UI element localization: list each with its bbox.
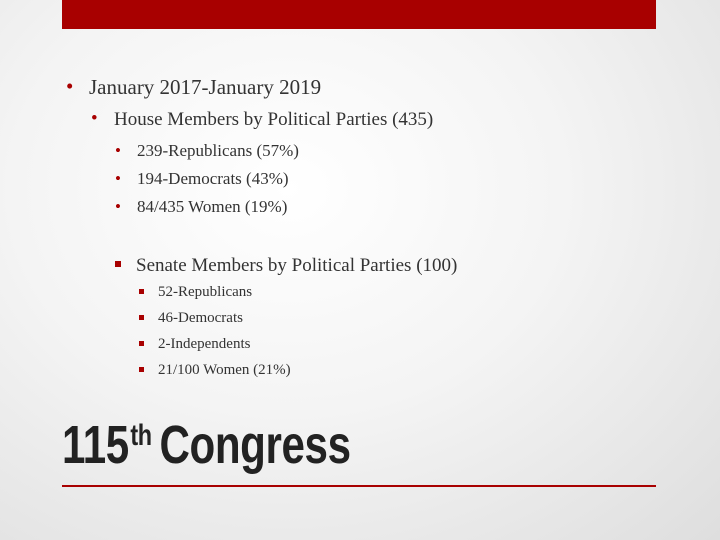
- senate-item-text: 2-Independents: [158, 336, 251, 352]
- bullet-dot-icon: •: [115, 141, 121, 160]
- square-bullet-icon: [139, 289, 144, 294]
- square-bullet-icon: [139, 315, 144, 320]
- senate-item-text: 46-Democrats: [158, 310, 243, 326]
- square-bullet-icon: [139, 367, 144, 372]
- square-bullet-icon: [115, 261, 121, 267]
- house-item-text: 239-Republicans (57%): [137, 141, 299, 160]
- title-word: Congress: [159, 415, 351, 475]
- senate-item-text: 52-Republicans: [158, 284, 253, 300]
- bullet-dot-icon: •: [91, 108, 98, 129]
- senate-heading: Senate Members by Political Parties (100): [136, 255, 458, 276]
- bullet-dot-icon: •: [66, 74, 74, 98]
- house-item-text: 194-Democrats (43%): [137, 169, 289, 188]
- bullet-dot-icon: •: [115, 197, 121, 216]
- slide-title: [62, 415, 351, 475]
- title-underline-divider: [62, 485, 656, 487]
- title-number: 115: [62, 415, 129, 475]
- house-item-text: 84/435 Women (19%): [137, 197, 288, 216]
- senate-item-text: 21/100 Women (21%): [158, 362, 291, 378]
- title-ordinal-suffix: th: [130, 419, 152, 452]
- square-bullet-icon: [139, 341, 144, 346]
- house-heading: House Members by Political Parties (435): [114, 109, 434, 130]
- top-accent-bar: [62, 0, 656, 29]
- period-text: January 2017-January 2019: [89, 75, 322, 99]
- bullet-dot-icon: •: [115, 169, 121, 188]
